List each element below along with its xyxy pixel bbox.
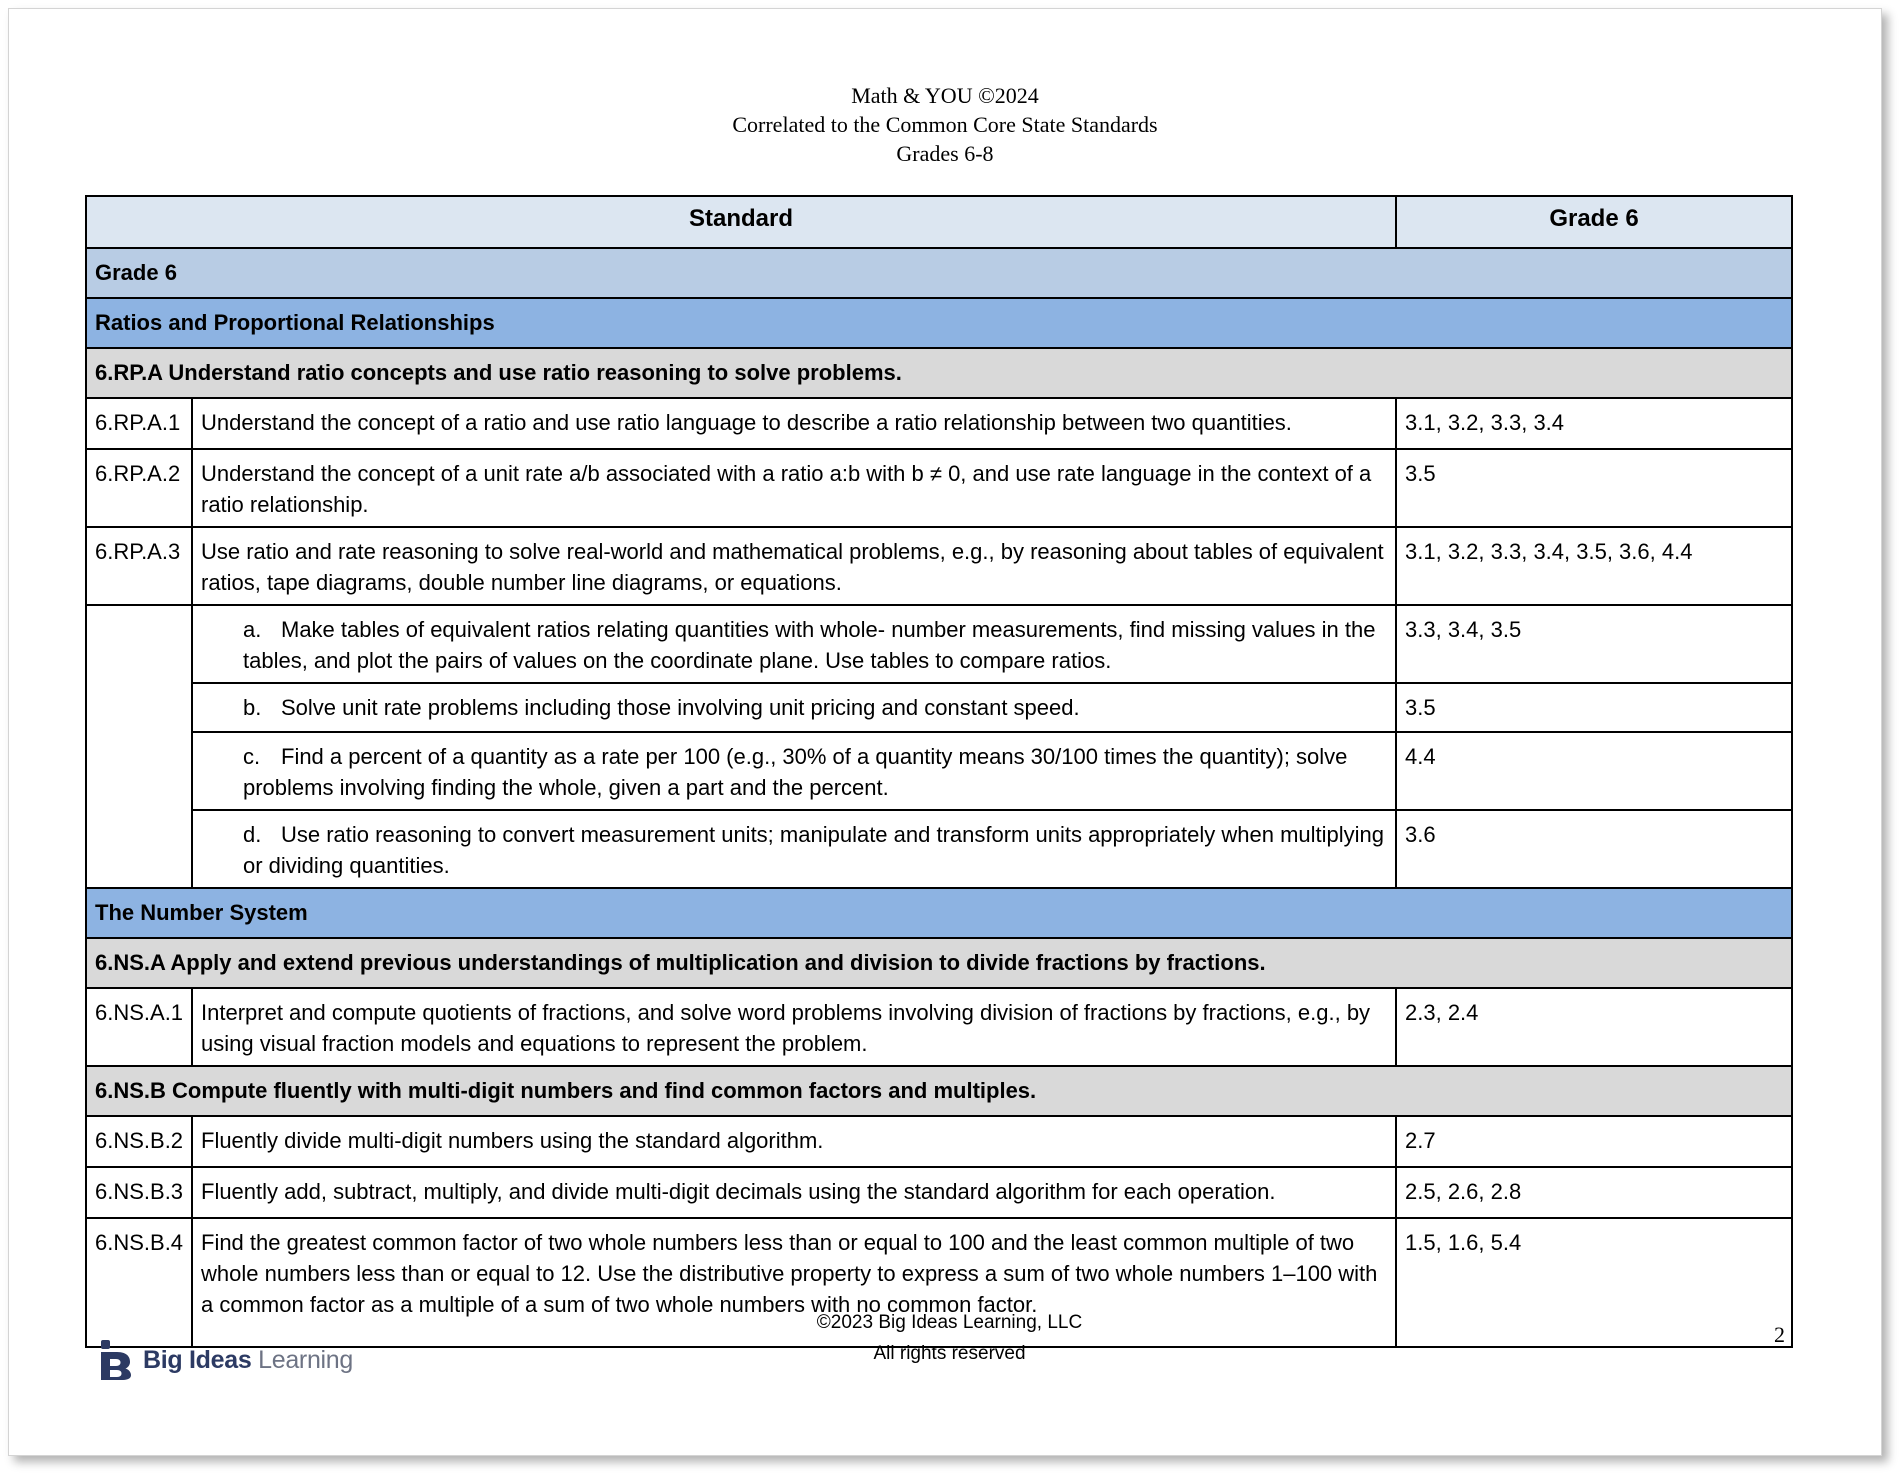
rights-text: All rights reserved xyxy=(873,1343,1026,1364)
lesson-list: 3.1, 3.2, 3.3, 3.4, 3.5, 3.6, 4.4 xyxy=(1396,527,1792,605)
logo-wordmark-bold: Big Ideas xyxy=(143,1345,252,1374)
logo-wordmark xyxy=(143,1346,353,1375)
big-ideas-logo-icon xyxy=(99,1340,133,1380)
sub-label: a. xyxy=(243,617,262,642)
standard-code: 6.NS.B.2 xyxy=(86,1116,192,1167)
standard-text: Find the greatest common factor of two whole numbers less than or equal to 100 and the least common multiple of two whole numbers less than or equal to 12. Use the distributive property to express a sum of two whole numbers 1–100 with a common factor as a multiple of a sum of two whole numbers with no common factor. xyxy=(192,1218,1396,1347)
document-grades: Grades 6-8 xyxy=(896,141,994,166)
standard-code: 6.NS.A.1 xyxy=(86,988,192,1066)
document-subtitle: Correlated to the Common Core State Standards xyxy=(732,112,1158,137)
page-number: 2 xyxy=(1774,1322,1785,1347)
standards-table xyxy=(85,195,1793,1348)
sub-label: d. xyxy=(243,822,262,847)
standard-text: Fluently divide multi-digit numbers using the standard algorithm. xyxy=(192,1116,1396,1167)
lesson-list: 3.3, 3.4, 3.5 xyxy=(1396,605,1792,683)
grade-label: Grade 6 xyxy=(86,248,1792,298)
lesson-list: 3.5 xyxy=(1396,683,1792,732)
standard-code: 6.RP.A.2 xyxy=(86,449,192,527)
cluster-row xyxy=(86,1066,1792,1116)
standard-code: 6.NS.B.3 xyxy=(86,1167,192,1218)
lesson-list: 2.3, 2.4 xyxy=(1396,988,1792,1066)
sub-row xyxy=(86,605,1792,683)
table-row xyxy=(86,1116,1792,1167)
big-ideas-logo xyxy=(99,1340,353,1380)
logo-wordmark-light: Learning xyxy=(258,1345,354,1374)
sub-standard-text xyxy=(192,683,1396,732)
domain-row xyxy=(86,888,1792,938)
domain-row xyxy=(86,298,1792,348)
table-row xyxy=(86,527,1792,605)
cluster-ns-a: 6.NS.A Apply and extend previous understandings of multiplication and division to divide fractions by fractions. xyxy=(86,938,1792,988)
sub-text: Solve unit rate problems including those involving unit pricing and constant speed. xyxy=(281,695,1080,720)
sub-row xyxy=(86,810,1792,888)
cluster-row xyxy=(86,938,1792,988)
document-header xyxy=(9,81,1881,168)
cluster-row xyxy=(86,348,1792,398)
standard-code: 6.NS.B.4 xyxy=(86,1218,192,1347)
lesson-list: 3.1, 3.2, 3.3, 3.4 xyxy=(1396,398,1792,449)
cluster-rp-a: 6.RP.A Understand ratio concepts and use ratio reasoning to solve problems. xyxy=(86,348,1792,398)
document-title: Math & YOU ©2024 xyxy=(851,83,1039,108)
cluster-ns-b: 6.NS.B Compute fluently with multi-digit numbers and find common factors and multiples. xyxy=(86,1066,1792,1116)
table-row xyxy=(86,1167,1792,1218)
grade-row xyxy=(86,248,1792,298)
sub-text: Find a percent of a quantity as a rate per 100 (e.g., 30% of a quantity means 30/100 times the quantity); solve problems involving finding the whole, given a part and the percent. xyxy=(243,744,1348,800)
domain-ns: The Number System xyxy=(86,888,1792,938)
table-row xyxy=(86,988,1792,1066)
copyright-text: ©2023 Big Ideas Learning, LLC xyxy=(816,1312,1083,1333)
table-header-row xyxy=(86,196,1792,248)
sub-label: c. xyxy=(243,744,261,769)
header-grade: Grade 6 xyxy=(1396,196,1792,248)
standard-code: 6.RP.A.3 xyxy=(86,527,192,605)
lesson-list: 2.7 xyxy=(1396,1116,1792,1167)
table-row xyxy=(86,398,1792,449)
lesson-list: 4.4 xyxy=(1396,732,1792,810)
standard-text: Fluently add, subtract, multiply, and divide multi-digit decimals using the standard algorithm for each operation. xyxy=(192,1167,1396,1218)
sub-standard-text xyxy=(192,732,1396,810)
standard-code: 6.RP.A.1 xyxy=(86,398,192,449)
lesson-list: 1.5, 1.6, 5.4 xyxy=(1396,1218,1792,1347)
sub-text: Use ratio reasoning to convert measurement units; manipulate and transform units appropriately when multiplying or dividing quantities. xyxy=(243,822,1385,878)
standard-text: Understand the concept of a ratio and use ratio language to describe a ratio relationship between two quantities. xyxy=(192,398,1396,449)
sub-label: b. xyxy=(243,695,262,720)
header-standard: Standard xyxy=(86,196,1396,248)
standard-text: Use ratio and rate reasoning to solve real-world and mathematical problems, e.g., by reasoning about tables of equivalent ratios, tape diagrams, double number line diagrams, or equations. xyxy=(192,527,1396,605)
standard-text: Understand the concept of a unit rate a/b associated with a ratio a:b with b ≠ 0, and use rate language in the context of a ratio relationship. xyxy=(192,449,1396,527)
sub-row xyxy=(86,732,1792,810)
lesson-list: 3.6 xyxy=(1396,810,1792,888)
sub-standard-text xyxy=(192,605,1396,683)
table-row xyxy=(86,449,1792,527)
standard-text: Interpret and compute quotients of fractions, and solve word problems involving division of fractions by fractions, e.g., by using visual fraction models and equations to represent the problem. xyxy=(192,988,1396,1066)
domain-rp: Ratios and Proportional Relationships xyxy=(86,298,1792,348)
sub-standard-text xyxy=(192,810,1396,888)
sub-text: Make tables of equivalent ratios relating quantities with whole- number measurements, find missing values in the tables, and plot the pairs of values on the coordinate plane. Use tables to compare ratios. xyxy=(243,617,1376,673)
lesson-list: 2.5, 2.6, 2.8 xyxy=(1396,1167,1792,1218)
sub-row xyxy=(86,683,1792,732)
sub-row-indent xyxy=(86,605,192,888)
lesson-list: 3.5 xyxy=(1396,449,1792,527)
